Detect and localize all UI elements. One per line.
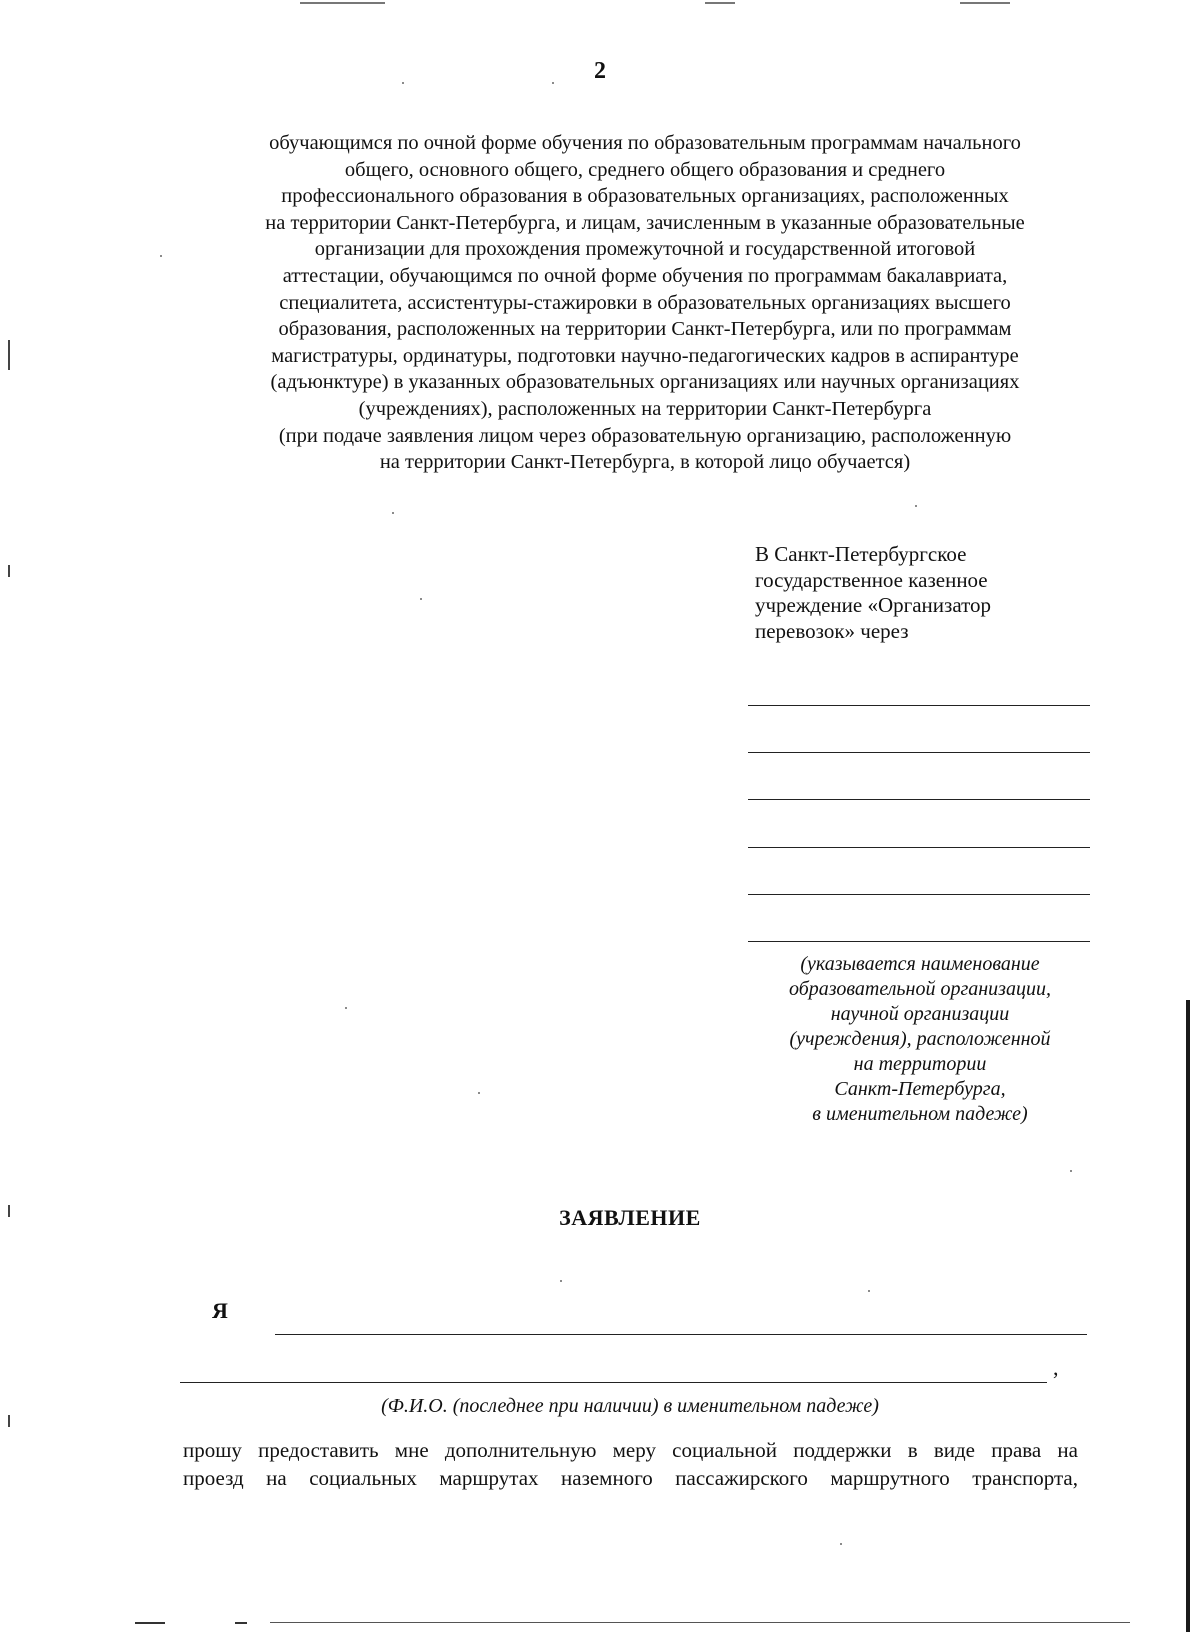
organization-name-field[interactable]: [748, 705, 1090, 706]
request-text: [183, 1436, 1078, 1492]
scan-speck: [840, 1543, 842, 1545]
addressee-block: [755, 542, 1115, 644]
organization-name-field[interactable]: [748, 941, 1090, 942]
heading-line: организации для прохождения промежуточной и государственной итоговой: [314, 238, 976, 261]
hint-line: научной организации: [830, 1003, 1010, 1025]
applicant-prefix: Я: [212, 1298, 228, 1323]
heading-line: (учреждениях), расположенных на территории Санкт-Петербурга: [358, 397, 932, 420]
scan-mark-left: [8, 340, 10, 370]
heading-line: (при подаче заявления лицом через образовательную организацию, расположенную: [278, 424, 1012, 447]
heading-line: на территории Санкт-Петербурга, и лицам, зачисленным в указанные образовательные: [265, 211, 1025, 234]
addressee-line: учреждение «Организатор: [755, 593, 991, 617]
body-line: прошу предоставить мне дополнительную меру социальной поддержки в виде права на: [183, 1438, 1078, 1462]
hint-line: (указывается наименование: [800, 953, 1040, 975]
form-heading: [180, 130, 1110, 476]
name-line-comma: ,: [1053, 1355, 1059, 1380]
body-line: проезд на социальных маршрутах наземного пассажирского маршрутного транспорта,: [183, 1466, 1078, 1490]
page-number: 2: [594, 58, 606, 84]
hint-line: в именительном падеже): [812, 1103, 1028, 1125]
organization-name-field[interactable]: [748, 799, 1090, 800]
scan-mark-left: [8, 565, 10, 577]
heading-line: специалитета, ассистентуры-стажировки в образовательных организациях высшего: [279, 291, 1011, 314]
applicant-name-field-continued[interactable]: [180, 1382, 1047, 1383]
scan-mark-bottom: [235, 1622, 247, 1624]
fio-field-hint: (Ф.И.О. (последнее при наличии) в именительном падеже): [381, 1395, 879, 1417]
scan-speck: [420, 598, 422, 600]
heading-line: магистратуры, ординатуры, подготовки научно-педагогических кадров в аспирантуре: [271, 344, 1019, 367]
scan-speck: [478, 1092, 480, 1094]
addressee-line: В Санкт-Петербургское: [755, 542, 967, 566]
hint-line: Санкт-Петербурга,: [834, 1078, 1006, 1100]
heading-line: общего, основного общего, среднего общего образования и среднего: [344, 158, 946, 181]
heading-line: образования, расположенных на территории Санкт-Петербурга, или по программам: [278, 318, 1012, 341]
scan-mark-bottom: [270, 1622, 1130, 1623]
scan-speck: [160, 255, 162, 257]
scan-mark-top: [705, 2, 735, 4]
scan-mark-top: [300, 2, 385, 4]
organization-name-field[interactable]: [748, 894, 1090, 895]
scan-speck: [560, 1280, 562, 1282]
heading-line: аттестации, обучающимся по очной форме обучения по программам бакалавриата,: [282, 264, 1008, 287]
organization-name-field[interactable]: [748, 752, 1090, 753]
scan-speck: [392, 512, 394, 514]
heading-line: обучающимся по очной форме обучения по образовательным программам начального: [269, 132, 1021, 154]
document-title: ЗАЯВЛЕНИЕ: [559, 1205, 701, 1230]
addressee-line: государственное казенное: [755, 567, 988, 592]
hint-line: на территории: [853, 1053, 987, 1075]
scan-speck: [345, 1007, 347, 1009]
addressee-line: перевозок» через: [755, 618, 909, 643]
scan-mark-bottom: [135, 1622, 165, 1624]
heading-line: профессионального образования в образовательных организациях, расположенных: [281, 185, 1009, 208]
hint-line: образовательной организации,: [789, 978, 1051, 1000]
scan-speck: [1070, 1170, 1072, 1172]
heading-line: (адъюнктуре) в указанных образовательных организациях или научных организациях: [270, 371, 1020, 394]
heading-line: на территории Санкт-Петербурга, в которой лицо обучается): [379, 451, 911, 474]
scan-edge-right: [1186, 1000, 1190, 1632]
scan-speck: [915, 505, 917, 507]
applicant-name-field[interactable]: [275, 1334, 1087, 1335]
organization-field-hint: [745, 952, 1095, 1127]
scan-mark-top: [960, 2, 1010, 4]
scan-speck: [868, 1290, 870, 1292]
organization-name-field[interactable]: [748, 847, 1090, 848]
hint-line: (учреждения), расположенной: [789, 1028, 1051, 1050]
